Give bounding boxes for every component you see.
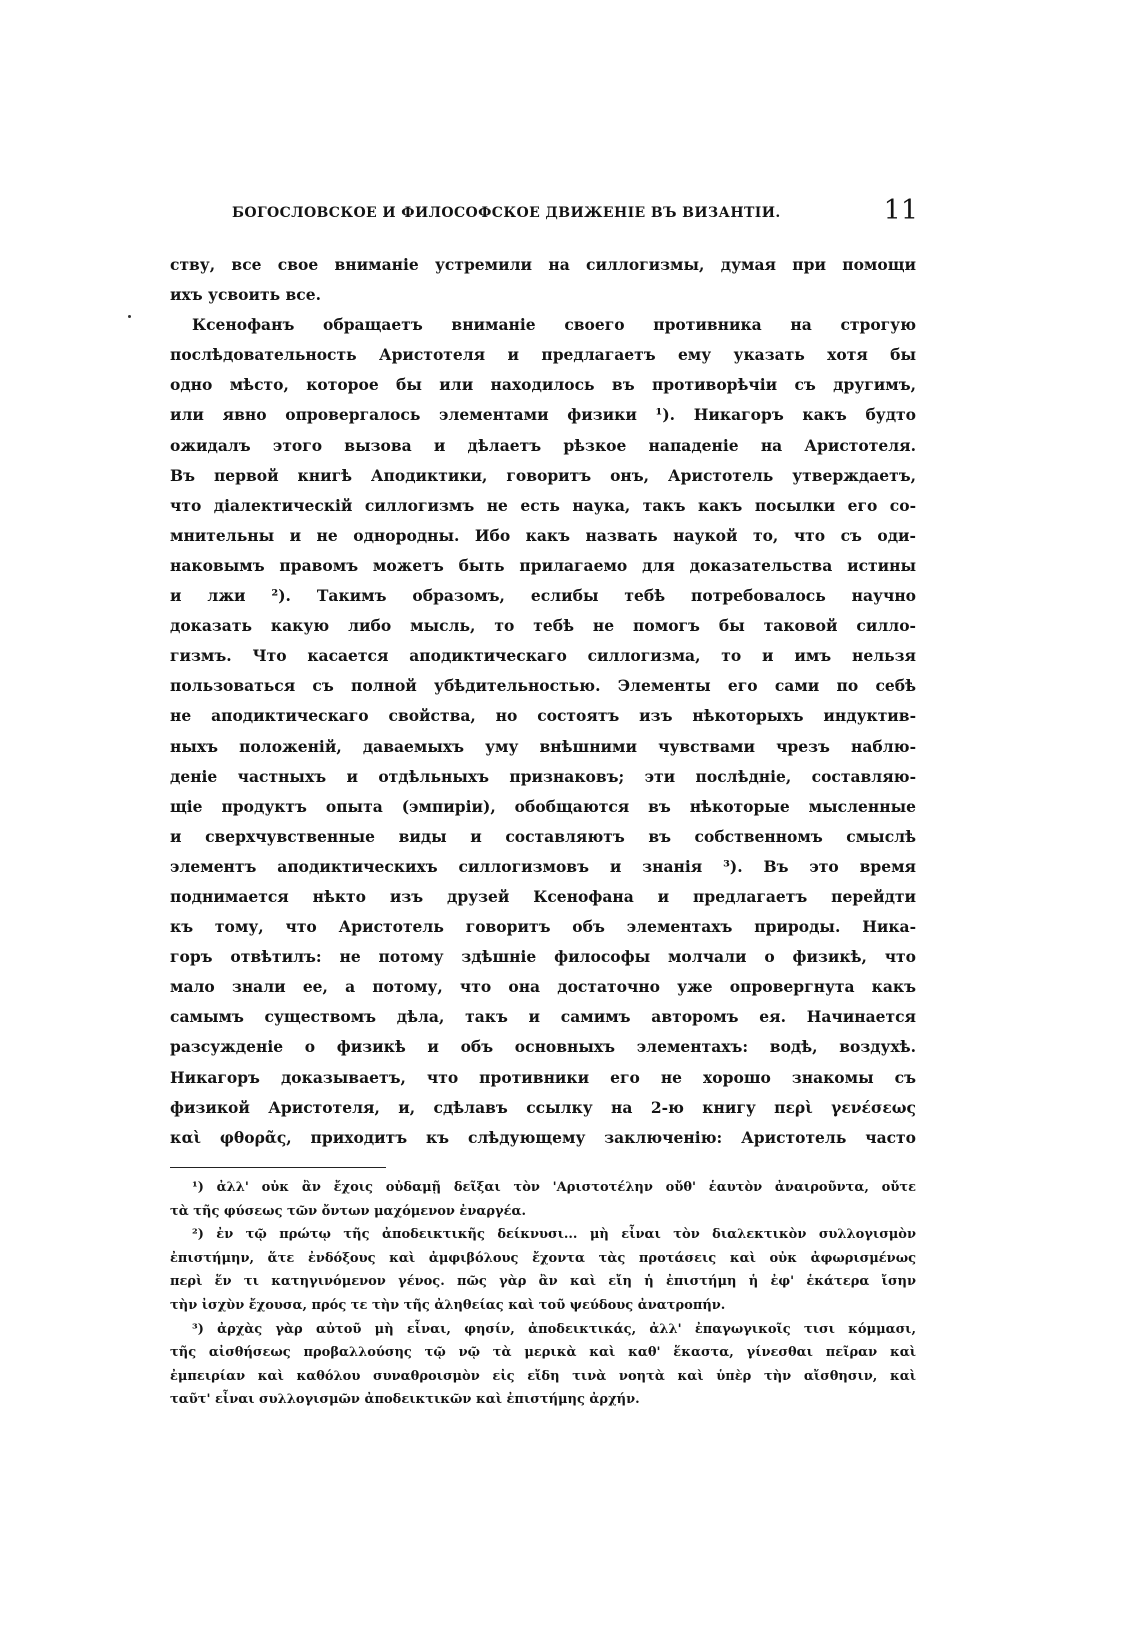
text-line: пользоваться съ полной убѣдительностью. Элементы его сами по себѣ xyxy=(170,676,916,696)
text-line: что діалектическій силлогизмъ не есть наука, такъ какъ посылки его со- xyxy=(170,495,916,515)
print-speck xyxy=(128,315,131,318)
text-line: καὶ φθορᾶς, приходитъ къ слѣдующему заключенію: Аристотель часто xyxy=(170,1127,916,1147)
text-line: и сверхчувственные виды и составляютъ въ собственномъ смыслѣ xyxy=(170,826,916,846)
page-number: 11 xyxy=(883,195,918,226)
text-line: и лжи ²). Такимъ образомъ, еслибы тебѣ потребовалось научно xyxy=(170,586,916,606)
page-header xyxy=(232,195,918,231)
footnote-3-line: ἐμπειρίαν καὶ καθόλου συναθροισμὸν εἰς εἴδη τινὰ νοητὰ καὶ ὑπὲρ τὴν αἴσθησιν, καὶ xyxy=(170,1368,916,1384)
footnote-divider xyxy=(170,1167,386,1168)
text-line: доказать какую либо мысль, то тебѣ не помогъ бы таковой силло- xyxy=(170,616,916,636)
text-line: Никагоръ доказываетъ, что противники его не хорошо знакомы съ xyxy=(170,1067,916,1087)
text-line: къ тому, что Аристотель говоритъ объ элементахъ природы. Ника- xyxy=(170,917,916,937)
text-line: элементъ аподиктическихъ силлогизмовъ и знанія ³). Въ это время xyxy=(170,856,916,876)
text-line: Въ первой книгѣ Аподиктики, говоритъ онъ, Аристотель утверждаетъ, xyxy=(170,465,916,485)
text-line: гизмъ. Что касается аподиктическаго силлогизма, то и имъ нельзя xyxy=(170,646,916,666)
text-line: физикой Аристотеля, и, сдѣлавъ ссылку на 2-ю книгу περὶ γενέσεως xyxy=(170,1097,916,1117)
footnote-3-line: τῆς αἰσθήσεως προβαλλούσης τῷ νῷ τὰ μερικὰ καὶ καθ' ἕκαστα, γίνεσθαι πεῖραν καὶ xyxy=(170,1345,916,1361)
text-line: наковымъ правомъ можетъ быть прилагаемо для доказательства истины xyxy=(170,555,916,575)
text-line: ожидалъ этого вызова и дѣлаетъ рѣзкое нападеніе на Аристотеля. xyxy=(170,435,916,455)
text-line: ихъ усвоить все. xyxy=(170,285,321,305)
text-line: разсужденіе о физикѣ и объ основныхъ элементахъ: водѣ, воздухѣ. xyxy=(170,1037,916,1057)
text-line: ству, все свое вниманіе устремили на силлогизмы, думая при помощи xyxy=(170,255,916,274)
footnote-3-line: ταῦτ' εἶναι συλλογισμῶν ἀποδεικτικῶν καὶ ἐπιστήμης ἀρχήν. xyxy=(170,1392,640,1408)
footnote-1-line: τὰ τῆς φύσεως τῶν ὄντων μαχόμενον ἐναργέα. xyxy=(170,1203,527,1219)
text-line: Ксенофанъ обращаетъ вниманіе своего противника на строгую xyxy=(192,315,916,335)
text-line: одно мѣсто, которое бы или находилось въ противорѣчіи съ другимъ, xyxy=(170,375,916,395)
text-line: мнительны и не однородны. Ибо какъ назвать наукой то, что съ оди- xyxy=(170,525,916,545)
text-line: не аподиктическаго свойства, но состоятъ изъ нѣкоторыхъ индуктив- xyxy=(170,706,916,726)
footnote-1-line: ¹) ἀλλ' οὐκ ἂν ἔχοις οὐδαμῇ δεῖξαι τὸν 'Αριστοτέλην οὔθ' ἑαυτὸν ἀναιροῦντα, οὔτε xyxy=(192,1180,916,1195)
text-line: горъ отвѣтилъ: не потому здѣшніе философы молчали о физикѣ, что xyxy=(170,947,916,967)
footnotes xyxy=(170,1176,916,1412)
text-line: поднимается нѣкто изъ друзей Ксенофана и предлагаетъ перейдти xyxy=(170,886,916,906)
footnote-2-line: τὴν ἰσχὺν ἔχουσα, πρός τε τὴν τῆς ἀληθείας καὶ τοῦ ψεύδους ἀνατροπήν. xyxy=(170,1297,726,1313)
text-line: мало знали ее, а потому, что она достаточно уже опровергнута какъ xyxy=(170,977,916,997)
text-line: ныхъ положеній, даваемыхъ уму внѣшними чувствами чрезъ наблю- xyxy=(170,736,916,756)
body-text xyxy=(170,250,916,1153)
text-line: самымъ существомъ дѣла, такъ и самимъ авторомъ ея. Начинается xyxy=(170,1007,916,1027)
footnote-2-line: ²) ἐν τῷ πρώτῳ τῆς ἀποδεικτικῆς δείκνυσι... μὴ εἶναι τὸν διαλεκτικὸν συλλογισμὸν xyxy=(192,1227,916,1243)
text-line: послѣдовательность Аристотеля и предлагаетъ ему указать хотя бы xyxy=(170,345,916,365)
text-line: или явно опровергалось элементами физики ¹). Никагоръ какъ будто xyxy=(170,405,916,425)
footnote-3-line: ³) ἀρχὰς γὰρ αὐτοῦ μὴ εἶναι, φησίν, ἀποδεικτικάς, ἀλλ' ἐπαγωγικοῖς τισι κόμμασι, xyxy=(192,1321,916,1337)
footnote-2-line: ἐπιστήμην, ἅτε ἐνδόξους καὶ ἀμφιβόλους ἔχοντα τὰς προτάσεις καὶ οὐκ ἀφωρισμένως xyxy=(170,1250,916,1266)
text-line: деніе частныхъ и отдѣльныхъ признаковъ; эти послѣдніе, составляю- xyxy=(170,766,916,786)
running-title: БОГОСЛОВСКОЕ И ФИЛОСОФСКОЕ ДВИЖЕНІЕ ВЪ ВИЗАНТІИ. xyxy=(232,205,781,221)
text-line: щіе продуктъ опыта (эмпиріи), обобщаются въ нѣкоторые мысленные xyxy=(170,796,916,816)
footnote-2-line: περὶ ἕν τι κατηγινόμενον γένος. πῶς γὰρ ἂν καὶ εἴη ἡ ἐπιστήμη ἡ ἐφ' ἑκάτερα ἴσην xyxy=(170,1274,916,1290)
